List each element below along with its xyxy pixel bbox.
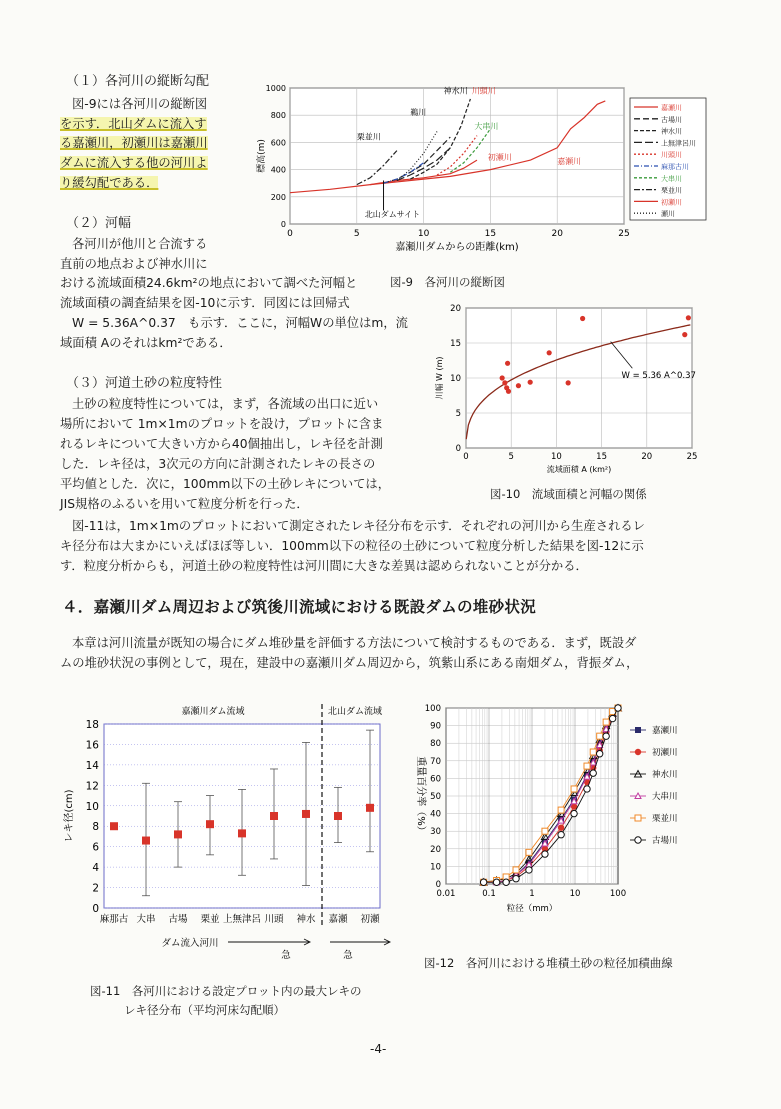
data-marker [513,867,519,873]
category-label: 川頭 [264,914,284,925]
data-marker [558,824,564,830]
y-tick-label: 30 [430,827,441,838]
y-tick-label: 8 [92,821,99,834]
annotation: 嘉瀬川 [557,157,582,167]
legend-label: 大串川 [652,792,678,802]
mean-marker [302,810,310,818]
data-point [528,380,533,385]
sec2-line-3: おける流域面積24.6km²の地点において調べた河幅と [60,276,358,290]
x-caption: ダム流入河川 [161,938,219,949]
y-tick-label: 100 [424,704,441,714]
legend-label: 古場川 [661,115,682,124]
data-marker [635,749,641,755]
annotation: 神水川 [443,86,468,96]
mean-marker [270,812,278,820]
legend-label: 瀬川 [661,210,675,219]
legend-label: 大串川 [661,174,682,183]
data-marker [590,749,596,755]
sec1-line-2 [60,115,207,135]
y-tick-label: 6 [92,841,99,854]
data-marker [571,810,577,816]
y-tick-label: 0 [435,880,441,890]
y-axis-label: 川幅 W (m) [435,356,444,400]
data-point [502,380,507,385]
x-tick-label: 5 [508,452,514,462]
x-tick-label: 10 [550,452,562,462]
sec1-line-4-text: ダムに流入する他の河川よ [60,156,208,170]
group-label: 嘉瀬川ダム流域 [181,707,245,717]
fit-label: W = 5.36 A^0.37 [621,371,696,381]
data-point [547,350,552,355]
sec3-line-5: 平均値とした．次に，100mm以下の土砂レキについては， [60,477,391,491]
annotation: 初瀬川 [487,153,512,163]
x-tick-label: 0 [287,229,293,239]
heading-grain-size: （３）河道土砂の粒度特性 [66,376,223,391]
annotation: 北山ダムサイト [364,210,421,220]
annotation: 栗並川 [356,132,381,142]
y-tick-label: 1000 [265,84,286,93]
y-tick-label: 16 [85,739,99,752]
heading-section-4: ４．嘉瀬川ダム周辺および筑後川流域における既設ダムの堆砂状況 [62,598,537,616]
figure-12-chart [396,700,706,922]
y-tick-label: 12 [85,780,99,793]
x-tick-label: 25 [618,229,630,239]
sec3-full-line-2: キ径分布は大まかにいえばほぼ等しい．100mm以下の粒径の土砂について粒度分析した結果を図-12に示 [60,539,644,553]
data-marker [635,727,641,733]
data-marker [603,719,609,725]
data-point [566,380,571,385]
y-tick-label: 800 [270,111,286,121]
sec3-line-1: 土砂の粒度特性については，まず，各流域の出口に近い [72,397,379,411]
category-label: 神水 [296,914,316,925]
data-marker [571,786,577,792]
legend-label: 川頭川 [661,151,682,160]
heading-river-width: （２）河幅 [66,216,132,231]
x-tick-label: 1 [529,889,535,899]
x-tick-label: 100 [609,889,627,899]
data-point [516,383,521,388]
sec1-line-4 [60,154,208,174]
figure-10-chart [428,300,708,476]
y-tick-label: 200 [270,192,286,202]
steep-label: 急 [281,950,291,961]
x-tick-label: 20 [551,229,563,239]
y-tick-label: 0 [455,444,461,454]
sec3-line-6: JIS規格のふるいを用いて粒度分析を行った． [60,497,309,511]
mean-marker [142,837,150,845]
figure-9-chart [252,80,712,292]
page-number: -4- [370,1042,387,1056]
y-tick-label: 60 [430,774,441,785]
legend-label: 嘉瀬川 [661,104,682,112]
sec1-line-3-text: る嘉瀬川，初瀬川は嘉瀬川 [60,136,208,150]
data-marker [558,807,564,813]
y-axis-label: レキ径(cm) [64,789,75,843]
group-label: 北山ダム流域 [327,707,383,717]
sec2-line-2: 直前の地点および神水川に [60,257,208,271]
sec3-full-line-3: す．粒度分析からも，河道土砂の粒度特性は河川間に大きな差異は認められないことが分かる． [60,559,588,573]
data-point [580,316,585,321]
data-marker [635,837,641,843]
steep-label: 急 [343,950,353,961]
annotation: 大串川 [474,121,499,131]
legend-label: 神水川 [661,127,682,136]
category-label: 大串 [136,914,156,925]
category-label: 麻那古 [99,914,129,925]
y-tick-label: 400 [270,165,286,175]
x-tick-label: 5 [353,229,360,239]
figure-11-caption-2: レキ径分布（平均河床勾配順） [124,1003,285,1017]
y-tick-label: 0 [280,220,286,229]
sec2-line-4: 流域面積の調査結果を図-10に示す．同図には回帰式 [60,296,350,310]
y-tick-label: 10 [430,862,441,873]
data-point [500,375,505,380]
data-marker [609,715,615,721]
category-label: 上無津呂 [222,914,262,925]
legend-label: 神水川 [652,770,678,780]
category-label: 栗並 [200,914,220,925]
data-point [506,389,511,394]
data-marker [542,828,548,834]
data-marker [584,763,590,769]
data-marker [603,733,609,739]
data-marker [596,751,602,757]
y-tick-label: 40 [430,809,441,820]
x-tick-label: 0 [463,452,469,462]
sec3-line-3: れるレキについて大きい方から40個抽出し，レキ径を計測 [60,437,383,451]
sec2-line-5: W = 5.36A^0.37 も示す．ここに，河幅Wの単位はm，流 [72,316,408,330]
sec4-line-1: 本章は河川流量が既知の場合にダム堆砂量を評価する方法について検討するものである．まず，既設ダ [72,636,637,650]
data-marker [493,879,499,885]
x-tick-label: 15 [596,452,608,462]
x-axis-label: 流域面積 A (km²) [546,465,612,474]
data-marker [635,815,641,821]
legend-label: 麻那古川 [661,163,689,171]
data-marker [526,849,532,855]
legend-label: 上無津呂川 [661,139,696,148]
data-marker [597,733,603,739]
y-axis-label: 重量百分率（%） [415,756,426,836]
data-marker [615,705,621,711]
y-tick-label: 4 [92,862,99,875]
sec1-line-5 [60,174,158,194]
x-axis-label: 粒径（mm） [506,904,558,914]
mean-marker [206,820,214,828]
category-label: 古場 [168,914,188,925]
legend-label: 初瀬川 [652,748,678,758]
legend-label: 初瀬川 [661,198,682,207]
y-tick-label: 600 [270,138,286,148]
y-tick-label: 80 [430,739,441,750]
data-marker [558,832,564,838]
y-tick-label: 15 [450,339,461,349]
sec1-line-3 [60,134,208,154]
x-tick-label: 15 [484,229,497,239]
data-marker [513,876,519,882]
y-tick-label: 20 [430,844,441,855]
y-tick-label: 20 [450,304,461,314]
sec1-line-1: 図-9には各河川の縦断図 [72,97,208,111]
plot-frame [290,88,624,224]
data-marker [584,786,590,792]
x-tick-label: 25 [686,452,698,462]
legend-label: 栗並川 [661,186,682,195]
category-label: 初瀬 [360,914,380,925]
x-tick-label: 0.1 [482,889,496,899]
y-tick-label: 50 [430,792,441,802]
sec2-line-1: 各河川が他川と合流する [72,237,208,251]
data-marker [480,879,486,885]
y-tick-label: 14 [85,759,99,772]
mean-marker [366,804,374,812]
category-label: 嘉瀬 [328,914,348,925]
sec3-line-4: した．レキ径は，3次元の方向に計測されたレキの長さの [60,457,376,471]
sec4-line-2: ムの堆砂状況の事例として，現在，建設中の嘉瀬川ダム周辺から，筑紫山系にある南畑ダム，背振ダム， [60,656,639,670]
legend-label: 古場川 [652,836,678,846]
x-tick-label: 10 [417,229,430,239]
data-marker [542,851,548,857]
figure-10-caption: 図-10 流域面積と河幅の関係 [490,487,647,501]
y-tick-label: 10 [450,374,461,384]
sec1-line-2-text: を示す．北山ダムに流入す [60,117,207,131]
mean-marker [334,812,342,820]
data-point [505,361,510,366]
x-tick-label: 20 [641,452,653,462]
data-marker [526,867,532,873]
figure-12-caption: 図-12 各河川における堆積土砂の粒径加積曲線 [424,956,673,970]
y-axis-label: 標高(m) [257,139,267,173]
y-tick-label: 2 [92,882,99,895]
y-tick-label: 18 [85,719,99,731]
figure-11-caption: 図-11 各河川における設定プロット内の最大レキの [90,984,362,998]
data-point [682,332,687,337]
sec2-line-6: 域面積 Aのそれはkm²である． [60,336,232,350]
mean-marker [174,830,182,838]
y-tick-label: 5 [455,409,461,419]
data-point [686,315,691,320]
x-axis-label: 嘉瀬川ダムからの距離(km) [395,242,519,253]
annotation: 鵜川 [410,108,427,118]
x-tick-label: 10 [569,889,581,899]
legend-label: 栗並川 [652,814,678,824]
y-tick-label: 10 [85,800,99,813]
figure-11-chart [56,696,396,964]
annotation: 川頭川 [471,86,496,96]
data-marker [503,879,509,885]
data-marker [590,770,596,776]
figure-9-caption: 図-9 各河川の縦断図 [390,275,505,289]
sec3-full-line-1: 図-11は，1m×1mのプロットにおいて測定されたレキ径分布を示す．それぞれの河川から生産されるレ [72,519,645,533]
mean-marker [110,822,118,830]
y-tick-label: 0 [92,903,99,915]
y-tick-label: 90 [430,721,441,732]
heading-longitudinal-slope: （１）各河川の縦断勾配 [66,74,210,89]
legend-label: 嘉瀬川 [652,726,678,736]
sec1-line-5-text: り緩勾配である． [60,176,159,190]
y-tick-label: 70 [430,756,441,767]
mean-marker [238,829,246,837]
sec3-line-2: 場所において 1m×1mのプロットを設け，プロットに含ま [60,417,384,431]
x-tick-label: 0.01 [436,889,456,899]
